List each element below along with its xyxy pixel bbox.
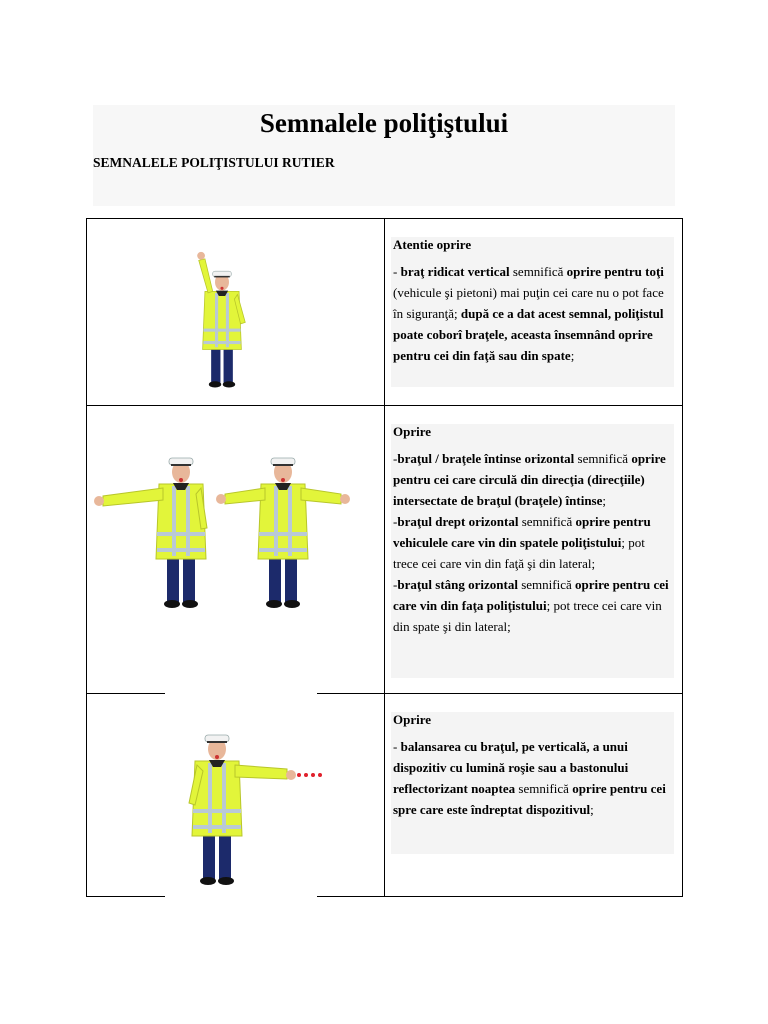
plain-text: ; pot trece cei care vin din faţă şi din lateral; (393, 535, 645, 571)
plain-text: - (393, 264, 401, 279)
signal-heading: Oprire (393, 712, 432, 727)
signal-text (393, 261, 672, 366)
image-cell (87, 694, 385, 897)
police-officer-arms-horizontal-icon (91, 412, 361, 612)
plain-text: - (393, 739, 401, 754)
plain-text: semnifică (515, 781, 573, 796)
plain-text: ; pot trece cei care vin din spate şi din lateral; (393, 598, 662, 634)
bold-text: braţul / braţele întinse orizontal (397, 451, 575, 466)
plain-text: semnifică (574, 451, 632, 466)
bold-text: oprire pentru vehiculele care vin din spatele poliţistului (393, 514, 651, 550)
image-cell (87, 219, 385, 406)
plain-text: ; (590, 802, 594, 817)
signal-description (391, 712, 674, 854)
signal-heading: Oprire (393, 424, 432, 439)
plain-text: (vehicule şi pietoni) mai puţin cei care nu o pot face în siguranţă; (393, 285, 664, 321)
plain-text: ; (570, 348, 575, 363)
page-title: Semnalele poliţiştului (259, 108, 509, 138)
plain-text: semnifică (518, 514, 576, 529)
text-cell (385, 219, 683, 406)
signal-text (393, 511, 672, 574)
text-cell (385, 694, 683, 897)
bold-text: braţul stâng orizontal (397, 577, 518, 592)
bold-text: balansarea cu braţul, pe verticală, a unui dispozitiv cu lumină roşie sau a bastonului reflectorizant noaptea (393, 739, 629, 796)
header-box (93, 105, 675, 206)
signal-description (391, 424, 674, 678)
bold-text: oprire pentru cei care vin din faţa poliţistului (393, 577, 669, 613)
bold-text: oprire pentru cei care circulă din direcţia (direcţiile) intersectate de braţul (braţele) întinse (393, 451, 666, 508)
signals-table (86, 218, 683, 897)
police-officer-arm-raised-icon (172, 241, 272, 396)
page-subtitle: SEMNALELE POLIŢISTULUI RUTIER (93, 155, 335, 170)
signal-heading: Atentie oprire (393, 237, 472, 252)
signal-text (393, 736, 672, 820)
bold-text: oprire pentru toţi (566, 264, 664, 279)
signal-text (393, 448, 672, 511)
image-cell (87, 406, 385, 694)
table-row (87, 219, 683, 406)
signal-description (391, 237, 674, 387)
bold-text: braţ ridicat vertical (400, 264, 510, 279)
plain-text: semnifică (509, 264, 567, 279)
text-cell (385, 406, 683, 694)
plain-text: semnifică (517, 577, 576, 592)
plain-text: - (393, 451, 398, 466)
plain-text: - (393, 514, 398, 529)
table-row (87, 694, 683, 897)
table-row (87, 406, 683, 694)
plain-text: ; (602, 493, 607, 508)
signal-text (393, 574, 672, 637)
plain-text: - (393, 577, 398, 592)
bold-text: după ce a dat acest semnal, poliţistul poate coborî braţele, aceasta însemnând oprire pentru cei din faţă sau din spate (393, 306, 664, 363)
bold-text: oprire pentru cei spre care este îndreptat dispozitivul (393, 781, 666, 817)
bold-text: braţul drept orizontal (397, 514, 519, 529)
police-officer-red-light-icon (157, 696, 327, 896)
